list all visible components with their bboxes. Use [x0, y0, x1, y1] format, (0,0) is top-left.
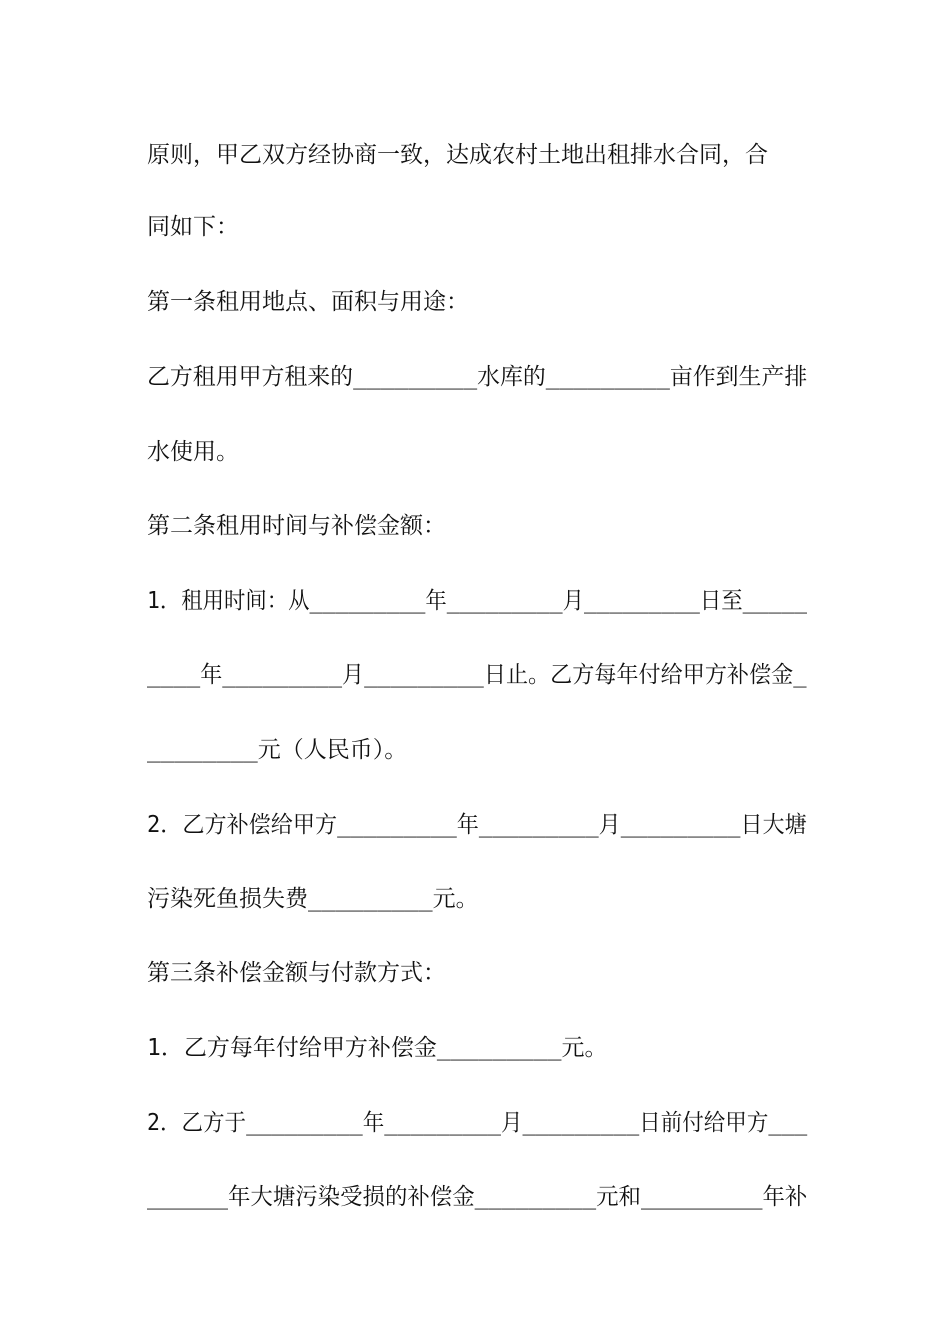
text-line-8: ____年_________月_________日止。乙方每年付给甲方补偿金_	[147, 662, 807, 688]
text-line-10: 2．乙方补偿给甲方_________年_________月_________日大塘	[147, 812, 807, 838]
text-line-5: 水使用。	[147, 439, 239, 465]
text-line-4: 乙方租用甲方租来的_________水库的_________亩作到生产排	[147, 364, 808, 390]
text-line-2: 同如下：	[147, 214, 239, 240]
article-1-heading: 第一条租用地点、面积与用途：	[147, 289, 469, 315]
article-3-heading: 第三条补偿金额与付款方式：	[147, 960, 446, 986]
article-2-heading: 第二条租用时间与补偿金额：	[147, 513, 446, 539]
text-line-1: 原则，甲乙双方经协商一致，达成农村土地出租排水合同，合	[147, 142, 768, 168]
text-line-9: ________元（人民币）。	[147, 737, 408, 763]
text-line-13: 1．乙方每年付给甲方补偿金_________元。	[147, 1035, 608, 1061]
text-line-15: ______年大塘污染受损的补偿金_________元和_________年补	[147, 1184, 808, 1210]
text-line-7: 1．租用时间：从_________年_________月_________日至_____	[147, 588, 807, 614]
text-line-11: 污染死鱼损失费_________元。	[147, 886, 479, 912]
text-line-14: 2．乙方于_________年_________月_________日前付给甲方___	[147, 1110, 808, 1136]
